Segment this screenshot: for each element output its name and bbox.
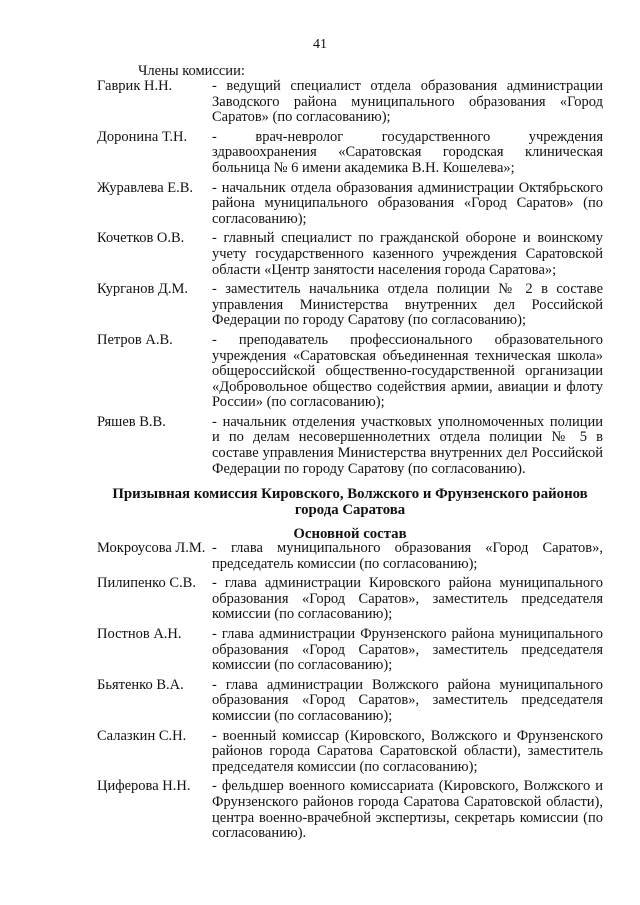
member-name: Мокроусова Л.М. [97, 540, 206, 556]
member-entry [97, 130, 603, 177]
member-entry [97, 415, 603, 477]
member-entry [97, 231, 603, 278]
member-name: Циферова Н.Н. [97, 778, 191, 795]
member-name: Бьятенко В.А. [97, 676, 184, 693]
member-name: Журавлева Е.В. [97, 179, 194, 196]
member-name: Постнов А.Н. [97, 625, 182, 642]
member-position: - глава администрации Кировского района муниципального образования «Город Саратов», заместитель председателя комиссии (по согласованию); [212, 575, 603, 623]
member-name: Салазкин С.Н. [97, 727, 187, 744]
member-position: - ведущий специалист отдела образования администрации Заводского района муниципального образования «Город Саратов» (по согласованию); [212, 78, 603, 126]
member-position: - врач-невролог государственного учреждения здравоохранения «Саратовская городская клиническая больница № 6 имени академика В.Н. Кошелева»; [212, 128, 603, 176]
member-name: Курганов Д.М. [97, 281, 188, 298]
member-entry [97, 576, 603, 623]
member-name: Ряшев В.В. [97, 413, 166, 430]
member-position: - главный специалист по гражданской обороне и воинскому учету государственного казенного учреждения Саратовской области «Центр занятости населения города Саратова»; [212, 230, 603, 278]
members-list-first [97, 79, 603, 481]
member-name: Гаврик Н.Н. [97, 78, 173, 94]
members-label: Члены комиссии: [138, 63, 245, 79]
member-name: Доронина Т.Н. [97, 128, 188, 145]
member-entry [97, 282, 603, 329]
page-number: 41 [313, 37, 327, 52]
members-list-second [97, 541, 603, 846]
member-entry [97, 333, 603, 411]
member-position: - заместитель начальника отдела полиции № 2 в составе управления Министерства внутренних дел Российской Федерации по городу Саратову (по согласованию); [212, 281, 603, 329]
member-position: - преподаватель профессионального образовательного учреждения «Саратовская объединенная техническая школа» общероссийской общественно-государственной организации «Добровольное общество содействия армии, авиации и флоту России» (по согласованию); [212, 331, 603, 411]
member-entry [97, 779, 603, 841]
member-position: - фельдшер военного комиссариата (Кировского, Волжского и Фрунзенского районов города Саратова Саратовской области), центра военно-врачебной экспертизы, секретарь комиссии (по согласованию). [212, 778, 603, 842]
member-entry [97, 678, 603, 725]
member-position: - военный комиссар (Кировского, Волжского и Фрунзенского районов города Саратова Саратовской области), заместитель председателя комиссии (по согласованию); [212, 727, 603, 775]
commission-title: Призывная комиссия Кировского, Волжского и Фрунзенского районов города Саратова [112, 486, 588, 518]
member-entry [97, 627, 603, 674]
member-entry [97, 181, 603, 228]
member-name: Кочетков О.В. [97, 230, 185, 247]
member-entry [97, 729, 603, 776]
composition-title: Основной состав [293, 526, 407, 542]
member-position: - глава муниципального образования «Город Саратов», председатель комиссии (по согласованию); [212, 540, 603, 572]
member-position: - глава администрации Волжского района муниципального образования «Город Саратов», заместитель председателя комиссии (по согласованию); [212, 676, 603, 724]
member-position: - глава администрации Фрунзенского района муниципального образования «Город Саратов», заместитель председателя комиссии (по согласованию); [212, 625, 603, 674]
member-name: Петров А.В. [97, 331, 173, 348]
member-entry [97, 79, 603, 126]
member-position: - начальник отдела образования администрации Октябрьского района муниципального образования «Город Саратов» (по согласованию); [212, 179, 603, 227]
member-name: Пилипенко С.В. [97, 575, 196, 592]
member-position: - начальник отделения участковых уполномоченных полиции и по делам несовершеннолетних отдела полиции № 5 в составе управления Министерства внутренних дел Российской Федерации по городу Саратову (по согласованию). [212, 413, 603, 477]
member-entry [97, 541, 603, 572]
